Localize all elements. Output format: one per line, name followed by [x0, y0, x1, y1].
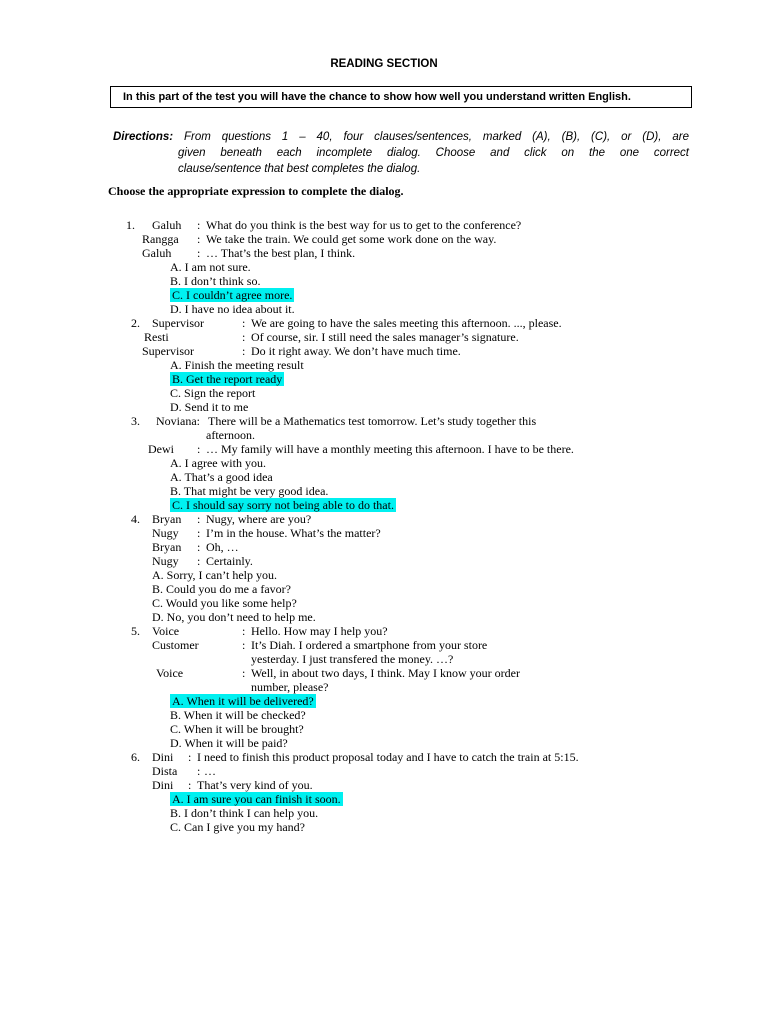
q6-option-b[interactable]: B. I don’t think I can help you. [170, 806, 319, 820]
q3-option-4-selected[interactable]: C. I should say sorry not being able to do that. [172, 498, 394, 512]
q5-sep-2: : [242, 638, 246, 652]
q4-line-3: Oh, … [206, 540, 239, 554]
question-2-number: 2. [131, 316, 140, 330]
q5-option-b[interactable]: B. When it will be checked? [170, 708, 306, 722]
q6-line-1: I need to finish this product proposal today and I have to catch the train at 5:15. [197, 750, 579, 764]
q5-speaker-1: Voice [152, 624, 180, 638]
q5-sep-1: : [242, 624, 246, 638]
q4-speaker-4: Nugy [152, 554, 179, 568]
q3-line-3: … My family will have a monthly meeting this afternoon. I have to be there. [206, 442, 574, 456]
question-3-number: 3. [131, 414, 140, 428]
q4-sep-2: : [197, 526, 201, 540]
page-title: READING SECTION [330, 58, 438, 70]
q6-speaker-2: Dista [152, 764, 178, 778]
q1-line-1: What do you think is the best way for us to get to the conference? [206, 218, 522, 232]
q4-option-c[interactable]: C. Would you like some help? [152, 596, 297, 610]
q5-line-2: It’s Diah. I ordered a smartphone from your store [251, 638, 488, 652]
q5-speaker-4: Voice [156, 666, 184, 680]
q4-line-4: Certainly. [206, 554, 253, 568]
q4-option-d[interactable]: D. No, you don’t need to help me. [152, 610, 316, 624]
q5-option-a-selected[interactable]: A. When it will be delivered? [172, 694, 314, 708]
q5-line-3: yesterday. I just transfered the money. …? [251, 652, 454, 666]
q6-speaker-1: Dini [152, 750, 174, 764]
q4-line-1: Nugy, where are you? [206, 512, 312, 526]
q6-line-3: That’s very kind of you. [197, 778, 313, 792]
q2-option-b-selected[interactable]: B. Get the report ready [172, 372, 283, 386]
q2-line-1: We are going to have the sales meeting this afternoon. ..., please. [251, 316, 562, 330]
q5-option-c[interactable]: C. When it will be brought? [170, 722, 304, 736]
q1-sep-2: : [197, 232, 201, 246]
q3-sep-3: : [197, 442, 201, 456]
directions-line-2: given beneath each incomplete dialog. Choose and click on the one correct [178, 147, 689, 159]
q1-option-c-selected[interactable]: C. I couldn’t agree more. [172, 288, 293, 302]
q4-sep-4: : [197, 554, 201, 568]
q3-option-1[interactable]: A. I agree with you. [170, 456, 266, 470]
q2-sep-1: : [242, 316, 246, 330]
q4-speaker-2: Nugy [152, 526, 179, 540]
instruction-text: Choose the appropriate expression to complete the dialog. [108, 184, 404, 198]
directions-label: Directions: [113, 131, 174, 143]
q3-line-1: There will be a Mathematics test tomorrow. Let’s study together this [208, 414, 537, 428]
q3-speaker-3: Dewi [148, 442, 174, 456]
q2-option-c[interactable]: C. Sign the report [170, 386, 256, 400]
q4-line-2: I’m in the house. What’s the matter? [206, 526, 381, 540]
q2-option-d[interactable]: D. Send it to me [170, 400, 249, 414]
q6-sep-1: : [188, 750, 192, 764]
q4-speaker-1: Bryan [152, 512, 182, 526]
q5-line-4: Well, in about two days, I think. May I know your order [251, 666, 520, 680]
q5-speaker-2: Customer [152, 638, 199, 652]
q1-option-a[interactable]: A. I am not sure. [170, 260, 251, 274]
q4-sep-1: : [197, 512, 201, 526]
q3-speaker-1: Noviana: [156, 414, 200, 428]
q1-option-d[interactable]: D. I have no idea about it. [170, 302, 295, 316]
q6-sep-2: : [197, 764, 201, 778]
question-1-number: 1. [126, 218, 135, 232]
question-4-number: 4. [131, 512, 140, 526]
q5-sep-4: : [242, 666, 246, 680]
directions-text-1: From questions 1 – 40, four clauses/sentences, marked (A), (B), (C), or (D), are [184, 131, 689, 143]
directions-line-3: clause/sentence that best completes the dialog. [178, 163, 421, 175]
q3-line-2: afternoon. [206, 428, 255, 442]
q1-line-3: … That’s the best plan, I think. [206, 246, 356, 260]
q1-speaker-2: Rangga [142, 232, 179, 246]
q4-sep-3: : [197, 540, 201, 554]
q6-line-2: … [204, 764, 216, 778]
q5-line-1: Hello. How may I help you? [251, 624, 388, 638]
q2-speaker-2: Resti [144, 330, 169, 344]
q6-option-c[interactable]: C. Can I give you my hand? [170, 820, 305, 834]
q3-option-3[interactable]: B. That might be very good idea. [170, 484, 329, 498]
question-5-number: 5. [131, 624, 140, 638]
q6-sep-3: : [188, 778, 192, 792]
directions-line-1 [113, 129, 689, 145]
q2-sep-3: : [242, 344, 246, 358]
q2-speaker-3: Supervisor [142, 344, 194, 358]
q1-speaker-3: Galuh [142, 246, 172, 260]
q3-option-2[interactable]: A. That’s a good idea [170, 470, 273, 484]
q1-option-b[interactable]: B. I don’t think so. [170, 274, 261, 288]
q1-sep-3: : [197, 246, 201, 260]
intro-box: In this part of the test you will have the chance to show how well you understand written English. [110, 86, 692, 108]
q4-option-b[interactable]: B. Could you do me a favor? [152, 582, 291, 596]
q5-option-d[interactable]: D. When it will be paid? [170, 736, 288, 750]
q5-line-5: number, please? [251, 680, 329, 694]
q1-sep-1: : [197, 218, 201, 232]
q2-option-a[interactable]: A. Finish the meeting result [170, 358, 304, 372]
q6-option-a-selected[interactable]: A. I am sure you can finish it soon. [172, 792, 341, 806]
question-6-number: 6. [131, 750, 140, 764]
q2-speaker-1: Supervisor [152, 316, 204, 330]
q2-line-3: Do it right away. We don’t have much time. [251, 344, 461, 358]
q1-speaker-1: Galuh [152, 218, 182, 232]
q6-speaker-3: Dini [152, 778, 174, 792]
q2-sep-2: : [242, 330, 246, 344]
q2-line-2: Of course, sir. I still need the sales manager’s signature. [251, 330, 519, 344]
q4-speaker-3: Bryan [152, 540, 182, 554]
q4-option-a[interactable]: A. Sorry, I can’t help you. [152, 568, 277, 582]
q1-line-2: We take the train. We could get some work done on the way. [206, 232, 497, 246]
